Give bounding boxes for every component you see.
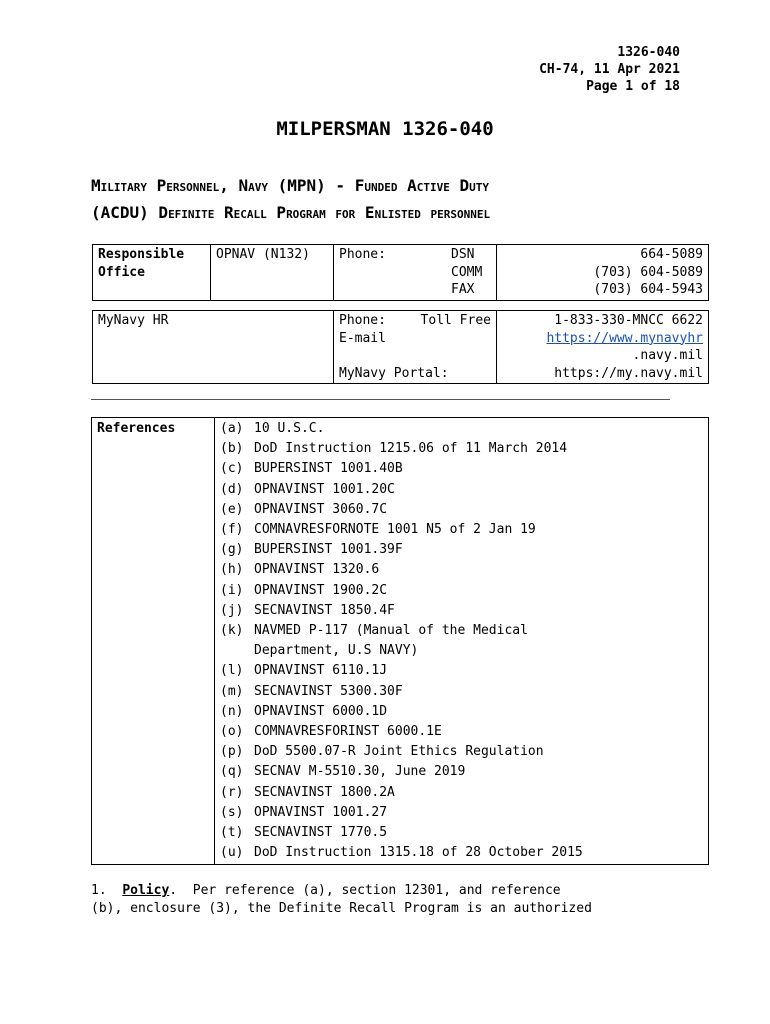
reference-text: DoD Instruction 1215.06 of 11 March 2014 — [254, 441, 568, 457]
paragraph-line-1: . Per reference (a), section 12301, and reference — [169, 883, 561, 898]
mynavy-email-link[interactable]: https://www.mynavyhr — [546, 330, 703, 346]
doc-number: 1326-040 — [617, 45, 680, 60]
mynavy-portal-url[interactable]: https://my.navy.mil — [554, 365, 703, 381]
reference-text: Department, U.S NAVY) — [254, 643, 419, 659]
subtitle-line-1: Military Personnel, Navy (MPN) - Funded Active Duty — [91, 176, 489, 195]
reference-text: OPNAVINST 1900.2C — [254, 582, 388, 598]
mynavy-values-cell — [497, 311, 709, 384]
reference-text: COMNAVRESFORNOTE 1001 N5 of 2 Jan 19 — [254, 522, 536, 538]
reference-text: SECNAV M-5510.30, June 2019 — [254, 764, 466, 780]
reference-text: BUPERSINST 1001.40B — [254, 461, 403, 477]
phone-label: Phone: — [339, 247, 386, 262]
reference-letter: (u) — [220, 845, 244, 861]
document-subtitle — [91, 172, 490, 226]
reference-letter: (p) — [220, 744, 244, 760]
mynavy-tollfree-label: Toll Free — [420, 313, 491, 328]
reference-item — [220, 621, 703, 641]
reference-letter: (c) — [220, 461, 244, 477]
reference-text: OPNAVINST 6000.1D — [254, 703, 388, 719]
reference-item — [220, 520, 703, 540]
mynavy-labels-cell — [334, 311, 497, 384]
reference-text: SECNAVINST 1770.5 — [254, 825, 388, 841]
reference-item — [220, 439, 703, 459]
reference-letter: (j) — [220, 602, 244, 618]
reference-letter: (t) — [220, 825, 244, 841]
reference-letter: (n) — [220, 703, 244, 719]
responsible-org: OPNAV (N132) — [211, 245, 334, 301]
phone-type-cell — [334, 245, 497, 301]
reference-item — [220, 742, 703, 762]
reference-letter: (a) — [220, 421, 244, 436]
reference-letter: (g) — [220, 542, 244, 558]
reference-text: SECNAVINST 1850.4F — [254, 602, 395, 618]
reference-item — [220, 419, 703, 439]
references-table — [91, 417, 709, 865]
policy-heading: Policy — [122, 883, 170, 898]
reference-text: DoD Instruction 1315.18 of 28 October 2015 — [254, 845, 583, 861]
phone-type-comm: COMM — [451, 264, 483, 280]
reference-letter: (l) — [220, 663, 244, 679]
reference-letter: (e) — [220, 501, 244, 517]
phone-type-fax: FAX — [451, 282, 475, 297]
phone-number-fax: (703) 604-5943 — [593, 282, 703, 297]
mynavy-email-link-cont[interactable]: .navy.mil — [632, 348, 703, 363]
references-list — [215, 418, 709, 865]
reference-text: 10 U.S.C. — [254, 421, 325, 436]
responsible-office-table — [92, 244, 709, 301]
reference-text: COMNAVRESFORINST 6000.1E — [254, 724, 442, 740]
reference-letter: (k) — [220, 623, 244, 639]
responsible-office-label: Responsible Office — [93, 245, 211, 301]
document-header — [539, 44, 680, 95]
reference-item — [220, 581, 703, 601]
mynavy-phone-label: Phone: — [339, 313, 386, 328]
reference-text: NAVMED P-117 (Manual of the Medical — [254, 623, 528, 639]
policy-paragraph — [91, 882, 592, 918]
reference-text: SECNAVINST 5300.30F — [254, 683, 403, 699]
page-indicator: Page 1 of 18 — [586, 79, 680, 94]
reference-text: BUPERSINST 1001.39F — [254, 542, 403, 558]
mynavy-tollfree-number: 1-833-330-MNCC 6622 — [554, 313, 703, 328]
reference-letter — [220, 641, 254, 661]
reference-letter: (i) — [220, 582, 244, 598]
reference-letter: (b) — [220, 441, 244, 457]
reference-text: OPNAVINST 3060.7C — [254, 501, 388, 517]
reference-text: OPNAVINST 1001.27 — [254, 804, 388, 820]
reference-item — [220, 762, 703, 782]
reference-item — [220, 500, 703, 520]
reference-text: DoD 5500.07-R Joint Ethics Regulation — [254, 744, 544, 760]
mynavy-name: MyNavy HR — [93, 311, 334, 384]
paragraph-line-2: (b), enclosure (3), the Definite Recall Program is an authorized — [91, 901, 592, 916]
reference-letter: (f) — [220, 522, 244, 538]
reference-text: SECNAVINST 1800.2A — [254, 784, 395, 800]
reference-text: OPNAVINST 1001.20C — [254, 481, 395, 497]
reference-letter: (r) — [220, 784, 244, 800]
reference-text: OPNAVINST 1320.6 — [254, 562, 380, 578]
reference-item — [220, 783, 703, 803]
phone-type-dsn: DSN — [451, 247, 475, 262]
document-title: MILPERSMAN 1326-040 — [276, 118, 494, 140]
reference-item — [220, 843, 703, 863]
reference-text: OPNAVINST 6110.1J — [254, 663, 388, 679]
reference-letter: (m) — [220, 683, 244, 699]
mynavy-portal-label: MyNavy Portal: — [339, 365, 449, 381]
reference-item — [220, 661, 703, 681]
phone-numbers-cell — [497, 245, 709, 301]
reference-letter: (h) — [220, 562, 244, 578]
reference-item — [220, 540, 703, 560]
phone-number-comm: (703) 604-5089 — [593, 264, 703, 280]
change-date: CH-74, 11 Apr 2021 — [539, 62, 680, 77]
reference-item — [220, 803, 703, 823]
reference-item — [220, 459, 703, 479]
reference-letter: (s) — [220, 804, 244, 820]
references-label: References — [92, 418, 215, 865]
reference-item — [220, 823, 703, 843]
paragraph-number: 1. — [91, 883, 123, 898]
reference-item — [220, 641, 703, 661]
reference-item — [220, 682, 703, 702]
reference-item — [220, 722, 703, 742]
reference-letter: (d) — [220, 481, 244, 497]
subtitle-line-2: (ACDU) Definite Recall Program for Enlisted personnel — [91, 203, 491, 222]
reference-item — [220, 560, 703, 580]
reference-item — [220, 480, 703, 500]
reference-letter: (q) — [220, 764, 244, 780]
section-divider — [91, 399, 670, 400]
mynavy-email-label: E-mail — [339, 330, 386, 346]
mynavy-contact-table — [92, 310, 709, 384]
reference-letter: (o) — [220, 724, 244, 740]
phone-number-dsn: 664-5089 — [640, 247, 703, 262]
reference-item — [220, 702, 703, 722]
reference-item — [220, 601, 703, 621]
